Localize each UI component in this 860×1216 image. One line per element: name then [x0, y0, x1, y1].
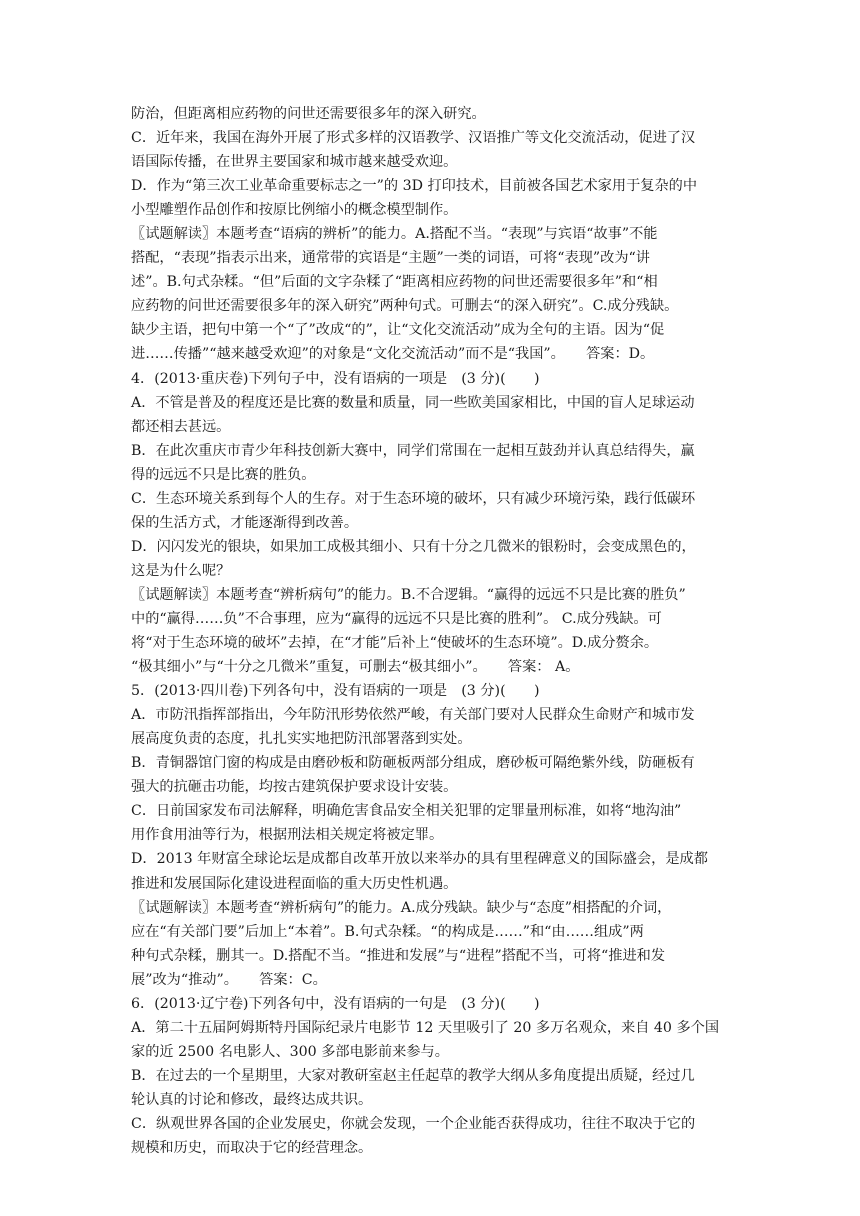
text-line: 〖试题解读〗本题考查“语病的辨析”的能力。A.搭配不当。“表现”与宾语“故事”不能 — [131, 226, 658, 243]
text-line: B．青铜器馆门窗的构成是由磨砂板和防砸板两部分组成，磨砂板可隔绝紫外线，防砸板有 — [131, 755, 695, 772]
text-line: 轮认真的讨论和修改，最终达成共识。 — [131, 1091, 373, 1108]
text-line: C．日前国家发布司法解释，明确危害食品安全相关犯罪的定罪量刑标准，如将“地沟油” — [131, 803, 682, 820]
text-line: 展高度负责的态度，扎扎实实地把防汛部署落到实处。 — [131, 731, 472, 748]
text-line: 缺少主语，把句中第一个“了”改成“的”，让“文化交流活动”成为全句的主语。因为“促 — [131, 322, 665, 339]
text-line: 都还相去甚远。 — [131, 418, 231, 435]
text-line: 语国际传播，在世界主要国家和城市越来越受欢迎。 — [131, 154, 458, 171]
text-line: 推进和发展国际化建设进程面临的重大历史性机遇。 — [131, 875, 458, 892]
text-line: A．第二十五届阿姆斯特丹国际纪录片电影节 12 天里吸引了 20 多万名观众，来自 40 多个国 — [131, 1019, 720, 1036]
text-line: 述”。B.句式杂糅。“但”后面的文字杂糅了“距离相应药物的问世还需要很多年”和“相 — [131, 274, 658, 291]
text-line: 应在“有关部门要”后加上“本着”。B.句式杂糅。“的构成是……”和“由……组成”两 — [131, 923, 644, 940]
text-line: 应药物的问世还需要很多年的深入研究”两种句式。可删去“的深入研究”。C.成分残缺。 — [131, 298, 679, 315]
text-line: 得的远远不只是比赛的胜负。 — [131, 466, 316, 483]
text-line: 6．(2013·辽宁卷)下列各句中，没有语病的一句是 (3 分)( ) — [131, 995, 540, 1012]
text-line: C．生态环境关系到每个人的生存。对于生态环境的破坏，只有减少环境污染，践行低碳环 — [131, 490, 696, 507]
text-line: A．不管是普及的程度还是比赛的数量和质量，同一些欧美国家相比，中国的盲人足球运动 — [131, 394, 695, 411]
document-page — [131, 102, 731, 1160]
text-line: 家的近 2500 名电影人、300 多部电影前来参与。 — [131, 1043, 449, 1060]
text-line: 〖试题解读〗本题考查“辨析病句”的能力。A.成分残缺。缺少与“态度”相搭配的介词， — [131, 899, 672, 916]
text-line: 保的生活方式，才能逐渐得到改善。 — [131, 514, 359, 531]
text-line: 中的“赢得……负”不合事理，应为“赢得的远远不只是比赛的胜利”。 C.成分残缺。可 — [131, 610, 662, 627]
text-line: 4．(2013·重庆卷)下列句子中，没有语病的一项是 (3 分)( ) — [131, 370, 540, 387]
text-line: 防治，但距离相应药物的问世还需要很多年的深入研究。 — [131, 106, 486, 122]
text-line: 小型雕塑作品创作和按原比例缩小的概念模型制作。 — [131, 202, 458, 219]
text-line: 搭配，“表现”指表示出来，通常带的宾语是“主题”一类的词语，可将“表现”改为“讲 — [131, 250, 650, 267]
text-line: 用作食用油等行为，根据刑法相关规定将被定罪。 — [131, 827, 444, 844]
text-line: C．纵观世界各国的企业发展史，你就会发现，一个企业能否获得成功，往往不取决于它的 — [131, 1115, 696, 1132]
text-line: A．市防汛指挥部指出，今年防汛形势依然严峻，有关部门要对人民群众生命财产和城市发 — [131, 707, 695, 724]
text-line: 〖试题解读〗本题考查“辨析病句”的能力。B.不合逻辑。“赢得的远远不只是比赛的胜负” — [131, 586, 686, 603]
text-line: “极其细小”与“十分之几微米”重复，可删去“极其细小”。 答案： A。 — [131, 659, 580, 676]
text-line: D．作为“第三次工业革命重要标志之一”的 3D 打印技术，目前被各国艺术家用于复杂的中 — [131, 178, 698, 195]
text-line: 展”改为“推动”。 答案：C。 — [131, 971, 327, 988]
text-line: D．2013 年财富全球论坛是成都自改革开放以来举办的具有里程碑意义的国际盛会，是成都 — [131, 851, 708, 868]
text-line: 进……传播”“越来越受欢迎”的对象是“文化交流活动”而不是“我国”。 答案：D。 — [131, 346, 655, 363]
text-line: 种句式杂糅，删其一。D.搭配不当。“推进和发展”与“进程”搭配不当，可将“推进和发 — [131, 947, 666, 964]
text-line: 将“对于生态环境的破坏”去掉，在“才能”后补上“使破坏的生态环境”。D.成分赘余。 — [131, 635, 659, 652]
text-line: C．近年来，我国在海外开展了形式多样的汉语教学、汉语推广等文化交流活动，促进了汉 — [131, 130, 696, 147]
text-line: D．闪闪发光的银块，如果加工成极其细小、只有十分之几微米的银粉时，会变成黑色的， — [131, 538, 696, 555]
text-line: 这是为什么呢？ — [131, 562, 231, 579]
text-line: 规模和历史，而取决于它的经营理念。 — [131, 1140, 373, 1157]
text-line: B．在此次重庆市青少年科技创新大赛中，同学们常围在一起相互鼓劲并认真总结得失，赢 — [131, 442, 695, 459]
text-line: 强大的抗砸击功能，均按古建筑保护要求设计安装。 — [131, 779, 458, 796]
text-line: 5．(2013·四川卷)下列各句中，没有语病的一项是 (3 分)( ) — [131, 683, 540, 700]
text-line: B．在过去的一个星期里，大家对教研室赵主任起草的教学大纲从多角度提出质疑，经过几 — [131, 1067, 695, 1084]
